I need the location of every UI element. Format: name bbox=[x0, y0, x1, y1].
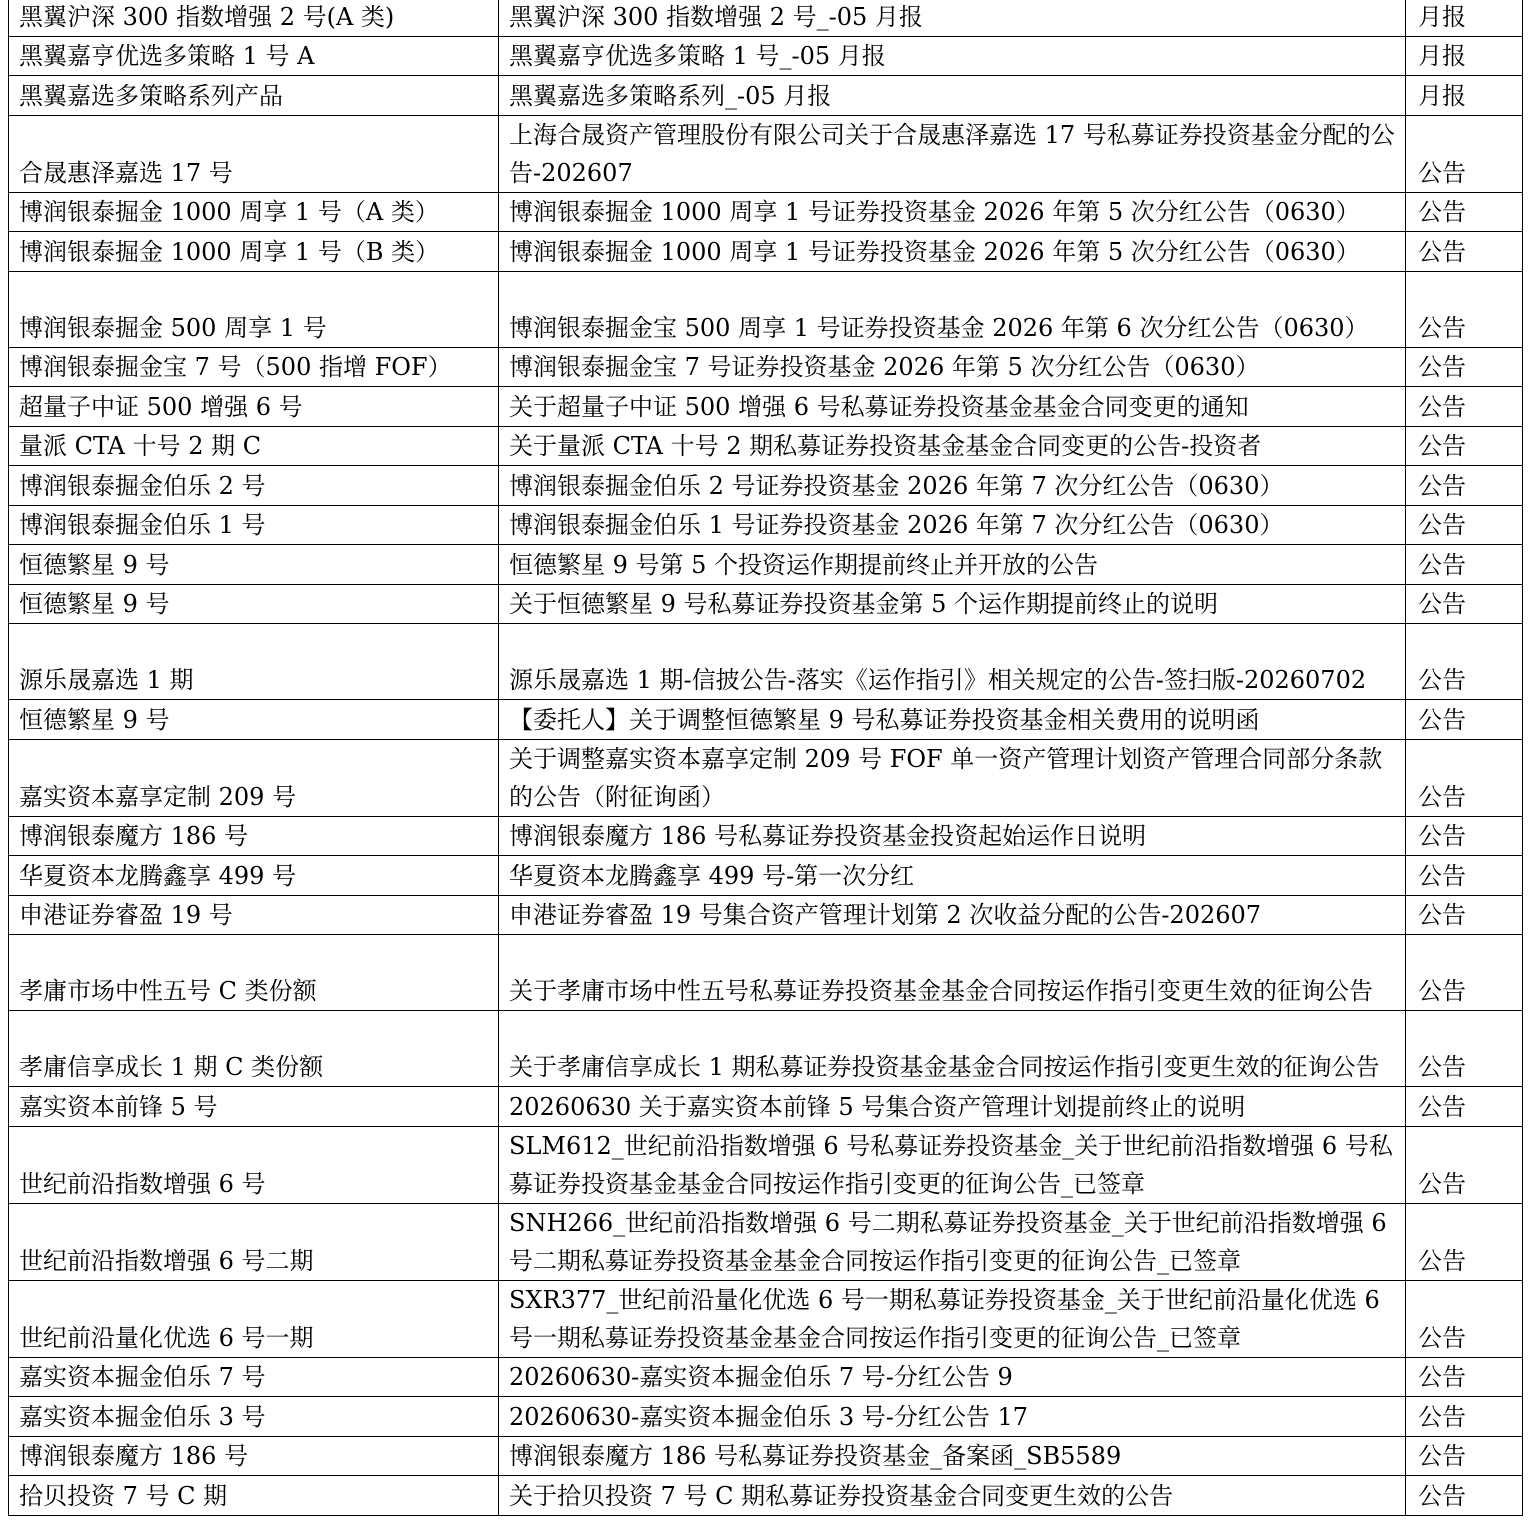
table-row bbox=[9, 1280, 1523, 1357]
table-row bbox=[9, 1476, 1523, 1516]
product-name-cell: 博润银泰掘金 500 周享 1 号 bbox=[9, 271, 499, 347]
table-row bbox=[9, 816, 1523, 856]
announcement-title-cell: 关于量派 CTA 十号 2 期私募证券投资基金基金合同变更的公告-投资者 bbox=[499, 426, 1406, 466]
product-name-cell: 嘉实资本前锋 5 号 bbox=[9, 1087, 499, 1127]
doc-type-cell: 公告 bbox=[1406, 192, 1523, 232]
product-name-cell: 世纪前沿指数增强 6 号二期 bbox=[9, 1203, 499, 1280]
announcement-title-cell: 黑翼嘉亨优选多策略 1 号_-05 月报 bbox=[499, 36, 1406, 76]
product-name-cell: 黑翼沪深 300 指数增强 2 号(A 类) bbox=[9, 0, 499, 36]
doc-type-cell: 公告 bbox=[1406, 1397, 1523, 1437]
product-name-cell: 华夏资本龙腾鑫享 499 号 bbox=[9, 856, 499, 896]
doc-type-cell: 公告 bbox=[1406, 466, 1523, 506]
announcement-title-cell: SLM612_世纪前沿指数增强 6 号私募证券投资基金_关于世纪前沿指数增强 6 号私募证券投资基金基金合同按运作指引变更的征询公告_已签章 bbox=[499, 1126, 1406, 1203]
table-row bbox=[9, 584, 1523, 624]
product-name-cell: 恒德繁星 9 号 bbox=[9, 545, 499, 585]
doc-type-cell: 公告 bbox=[1406, 115, 1523, 192]
table-row bbox=[9, 36, 1523, 76]
doc-type-cell: 公告 bbox=[1406, 1087, 1523, 1127]
table-row bbox=[9, 700, 1523, 740]
doc-type-cell: 公告 bbox=[1406, 624, 1523, 700]
doc-type-cell: 公告 bbox=[1406, 347, 1523, 387]
announcement-title-cell: 申港证券睿盈 19 号集合资产管理计划第 2 次收益分配的公告-202607 bbox=[499, 895, 1406, 935]
doc-type-cell: 月报 bbox=[1406, 0, 1523, 36]
table-row bbox=[9, 1436, 1523, 1476]
announcement-title-cell: 博润银泰掘金宝 7 号证券投资基金 2026 年第 5 次分红公告（0630） bbox=[499, 347, 1406, 387]
doc-type-cell: 公告 bbox=[1406, 1280, 1523, 1357]
announcement-title-cell: 关于孝庸市场中性五号私募证券投资基金基金合同按运作指引变更生效的征询公告 bbox=[499, 935, 1406, 1011]
doc-type-cell: 公告 bbox=[1406, 1357, 1523, 1397]
doc-type-cell: 公告 bbox=[1406, 816, 1523, 856]
table-row bbox=[9, 505, 1523, 545]
product-name-cell: 量派 CTA 十号 2 期 C bbox=[9, 426, 499, 466]
product-name-cell: 黑翼嘉选多策略系列产品 bbox=[9, 76, 499, 116]
product-name-cell: 博润银泰掘金 1000 周享 1 号（A 类） bbox=[9, 192, 499, 232]
announcement-title-cell: 关于恒德繁星 9 号私募证券投资基金第 5 个运作期提前终止的说明 bbox=[499, 584, 1406, 624]
doc-type-cell: 公告 bbox=[1406, 545, 1523, 585]
announcement-title-cell: 关于超量子中证 500 增强 6 号私募证券投资基金基金合同变更的通知 bbox=[499, 387, 1406, 427]
doc-type-cell: 公告 bbox=[1406, 856, 1523, 896]
product-name-cell: 合晟惠泽嘉选 17 号 bbox=[9, 115, 499, 192]
announcement-title-cell: 博润银泰掘金 1000 周享 1 号证券投资基金 2026 年第 5 次分红公告（0630） bbox=[499, 192, 1406, 232]
doc-type-cell: 公告 bbox=[1406, 895, 1523, 935]
table-row bbox=[9, 739, 1523, 816]
doc-type-cell: 公告 bbox=[1406, 271, 1523, 347]
announcement-title-cell: 恒德繁星 9 号第 5 个投资运作期提前终止并开放的公告 bbox=[499, 545, 1406, 585]
product-name-cell: 超量子中证 500 增强 6 号 bbox=[9, 387, 499, 427]
product-name-cell: 孝庸信享成长 1 期 C 类份额 bbox=[9, 1011, 499, 1087]
product-name-cell: 世纪前沿指数增强 6 号 bbox=[9, 1126, 499, 1203]
announcement-title-cell: 华夏资本龙腾鑫享 499 号-第一次分红 bbox=[499, 856, 1406, 896]
announcement-title-cell: SXR377_世纪前沿量化优选 6 号一期私募证券投资基金_关于世纪前沿量化优选 6 号一期私募证券投资基金基金合同按运作指引变更的征询公告_已签章 bbox=[499, 1280, 1406, 1357]
table-row bbox=[9, 466, 1523, 506]
doc-type-cell: 公告 bbox=[1406, 1203, 1523, 1280]
product-name-cell: 博润银泰魔方 186 号 bbox=[9, 816, 499, 856]
doc-type-cell: 公告 bbox=[1406, 1011, 1523, 1087]
doc-type-cell: 月报 bbox=[1406, 36, 1523, 76]
doc-type-cell: 公告 bbox=[1406, 584, 1523, 624]
doc-type-cell: 公告 bbox=[1406, 232, 1523, 272]
table-row bbox=[9, 76, 1523, 116]
announcement-title-cell: 博润银泰掘金宝 500 周享 1 号证券投资基金 2026 年第 6 次分红公告（0630） bbox=[499, 271, 1406, 347]
product-name-cell: 博润银泰魔方 186 号 bbox=[9, 1436, 499, 1476]
doc-type-cell: 公告 bbox=[1406, 426, 1523, 466]
product-name-cell: 博润银泰掘金宝 7 号（500 指增 FOF） bbox=[9, 347, 499, 387]
announcement-title-cell: 黑翼沪深 300 指数增强 2 号_-05 月报 bbox=[499, 0, 1406, 36]
table-row bbox=[9, 1126, 1523, 1203]
table-row bbox=[9, 935, 1523, 1011]
doc-type-cell: 公告 bbox=[1406, 1126, 1523, 1203]
announcement-title-cell: 20260630-嘉实资本掘金伯乐 7 号-分红公告 9 bbox=[499, 1357, 1406, 1397]
announcement-title-cell: 关于孝庸信享成长 1 期私募证券投资基金基金合同按运作指引变更生效的征询公告 bbox=[499, 1011, 1406, 1087]
product-name-cell: 嘉实资本掘金伯乐 7 号 bbox=[9, 1357, 499, 1397]
doc-type-cell: 公告 bbox=[1406, 1436, 1523, 1476]
doc-type-cell: 月报 bbox=[1406, 76, 1523, 116]
announcement-title-cell: 20260630-嘉实资本掘金伯乐 3 号-分红公告 17 bbox=[499, 1397, 1406, 1437]
doc-type-cell: 公告 bbox=[1406, 700, 1523, 740]
table-row bbox=[9, 426, 1523, 466]
table-row bbox=[9, 115, 1523, 192]
announcement-title-cell: 博润银泰魔方 186 号私募证券投资基金_备案函_SB5589 bbox=[499, 1436, 1406, 1476]
table-row bbox=[9, 271, 1523, 347]
table-row bbox=[9, 624, 1523, 700]
product-name-cell: 黑翼嘉亨优选多策略 1 号 A bbox=[9, 36, 499, 76]
announcement-title-cell: SNH266_世纪前沿指数增强 6 号二期私募证券投资基金_关于世纪前沿指数增强 6 号二期私募证券投资基金基金合同按运作指引变更的征询公告_已签章 bbox=[499, 1203, 1406, 1280]
announcement-title-cell: 关于拾贝投资 7 号 C 期私募证券投资基金合同变更生效的公告 bbox=[499, 1476, 1406, 1516]
table-row bbox=[9, 0, 1523, 36]
announcement-table-body bbox=[9, 0, 1523, 1515]
doc-type-cell: 公告 bbox=[1406, 935, 1523, 1011]
table-row bbox=[9, 347, 1523, 387]
product-name-cell: 拾贝投资 7 号 C 期 bbox=[9, 1476, 499, 1516]
table-row bbox=[9, 1397, 1523, 1437]
announcement-title-cell: 博润银泰掘金 1000 周享 1 号证券投资基金 2026 年第 5 次分红公告（0630） bbox=[499, 232, 1406, 272]
doc-type-cell: 公告 bbox=[1406, 739, 1523, 816]
table-row bbox=[9, 192, 1523, 232]
table-row bbox=[9, 895, 1523, 935]
table-row bbox=[9, 1357, 1523, 1397]
table-row bbox=[9, 387, 1523, 427]
announcement-title-cell: 【委托人】关于调整恒德繁星 9 号私募证券投资基金相关费用的说明函 bbox=[499, 700, 1406, 740]
product-name-cell: 博润银泰掘金 1000 周享 1 号（B 类） bbox=[9, 232, 499, 272]
product-name-cell: 博润银泰掘金伯乐 2 号 bbox=[9, 466, 499, 506]
doc-type-cell: 公告 bbox=[1406, 1476, 1523, 1516]
product-name-cell: 博润银泰掘金伯乐 1 号 bbox=[9, 505, 499, 545]
table-row bbox=[9, 1087, 1523, 1127]
product-name-cell: 源乐晟嘉选 1 期 bbox=[9, 624, 499, 700]
product-name-cell: 恒德繁星 9 号 bbox=[9, 584, 499, 624]
product-name-cell: 恒德繁星 9 号 bbox=[9, 700, 499, 740]
announcement-title-cell: 黑翼嘉选多策略系列_-05 月报 bbox=[499, 76, 1406, 116]
announcement-title-cell: 博润银泰掘金伯乐 1 号证券投资基金 2026 年第 7 次分红公告（0630） bbox=[499, 505, 1406, 545]
product-name-cell: 孝庸市场中性五号 C 类份额 bbox=[9, 935, 499, 1011]
announcement-title-cell: 关于调整嘉实资本嘉享定制 209 号 FOF 单一资产管理计划资产管理合同部分条款的公告（附征询函） bbox=[499, 739, 1406, 816]
product-name-cell: 嘉实资本掘金伯乐 3 号 bbox=[9, 1397, 499, 1437]
table-row bbox=[9, 1203, 1523, 1280]
announcement-table bbox=[8, 0, 1523, 1516]
announcement-title-cell: 博润银泰魔方 186 号私募证券投资基金投资起始运作日说明 bbox=[499, 816, 1406, 856]
announcement-title-cell: 博润银泰掘金伯乐 2 号证券投资基金 2026 年第 7 次分红公告（0630） bbox=[499, 466, 1406, 506]
announcement-title-cell: 上海合晟资产管理股份有限公司关于合晟惠泽嘉选 17 号私募证券投资基金分配的公告-202607 bbox=[499, 115, 1406, 192]
product-name-cell: 申港证券睿盈 19 号 bbox=[9, 895, 499, 935]
table-row bbox=[9, 232, 1523, 272]
announcement-title-cell: 20260630 关于嘉实资本前锋 5 号集合资产管理计划提前终止的说明 bbox=[499, 1087, 1406, 1127]
announcement-title-cell: 源乐晟嘉选 1 期-信披公告-落实《运作指引》相关规定的公告-签扫版-20260702 bbox=[499, 624, 1406, 700]
doc-type-cell: 公告 bbox=[1406, 505, 1523, 545]
table-row bbox=[9, 856, 1523, 896]
product-name-cell: 嘉实资本嘉享定制 209 号 bbox=[9, 739, 499, 816]
doc-type-cell: 公告 bbox=[1406, 387, 1523, 427]
table-row bbox=[9, 545, 1523, 585]
table-row bbox=[9, 1011, 1523, 1087]
product-name-cell: 世纪前沿量化优选 6 号一期 bbox=[9, 1280, 499, 1357]
